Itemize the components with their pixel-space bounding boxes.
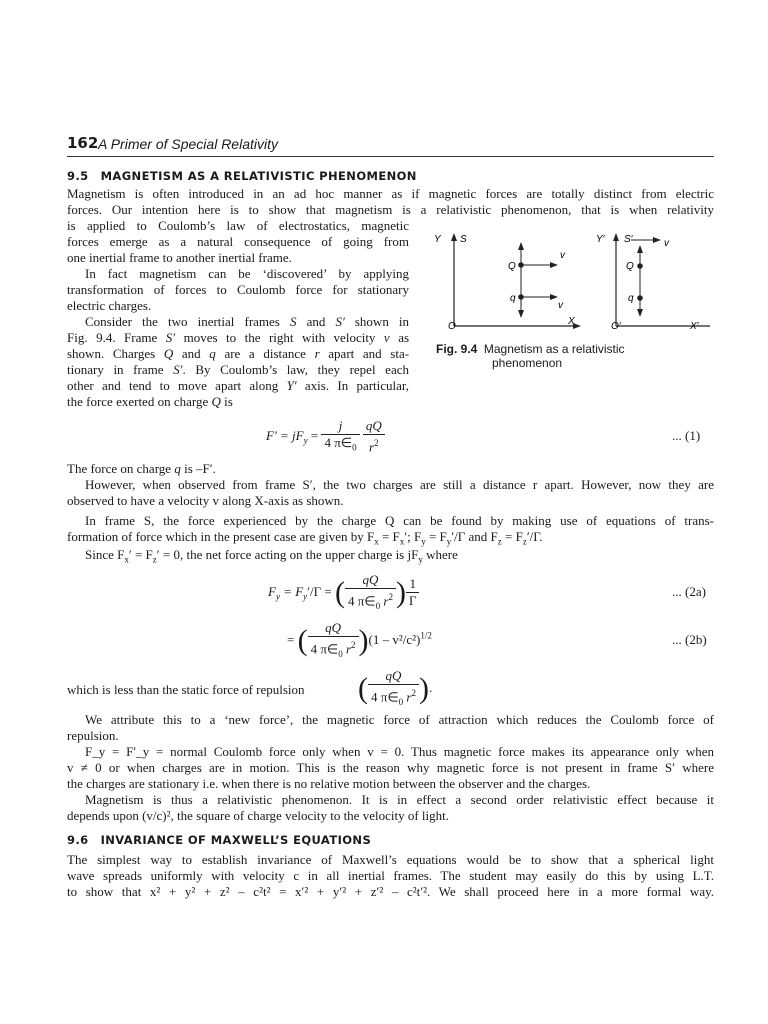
paragraph-line: electric charges. — [67, 298, 152, 313]
paragraph-line: The simplest way to establish invariance of Maxwell’s equations would be to show that a spherical light — [67, 852, 714, 867]
paragraph-line: observed to have a velocity v along X-axis as shown. — [67, 493, 344, 508]
right-Q-label: Q — [626, 261, 634, 272]
left-y-label: Y — [434, 234, 441, 245]
left-v-label: v — [560, 250, 565, 261]
equation-2a: $F_y = F_y'/\Gamma$ = ( $\frac{qQ}{4 \pi\in_0 r^2}$ ) $\frac{1}{\Gamma}$ — [268, 572, 419, 614]
paragraph-line: which is less than the static force of repulsion — [67, 682, 305, 697]
static-repulsion-fraction: ( $\frac{qQ}{4 \pi\in_0 r^2}$ ). — [358, 668, 433, 707]
right-q-label: q — [628, 293, 634, 304]
left-x-label: X — [568, 316, 575, 327]
paragraph-line: forces emerge as a natural consequence of going from — [67, 234, 409, 249]
running-title: A Primer of Special Relativity — [98, 136, 278, 152]
paragraph-line: tionary in frame S′. By Coulomb’s law, they repel each — [67, 362, 409, 377]
paragraph-line: Since $F_x' = F_z' = 0$, the net force acting on the upper charge is $jF_y$ where — [85, 547, 458, 565]
arrowhead-icon — [637, 245, 643, 253]
section-heading-9-6 — [67, 833, 371, 847]
paragraph-line: In fact magnetism can be ‘discovered’ by applying — [85, 266, 409, 281]
paragraph-line: wave spreads uniformly with velocity c in all inertial frames. The student may easily do this by using L.T. — [67, 868, 714, 883]
arrowhead-icon — [451, 233, 457, 241]
paragraph-line: v ≠ 0 or when charges are in motion. This is the reason why magnetic force is not present in frame S′ where — [67, 760, 714, 775]
paragraph-line: the force exerted on charge Q is — [67, 394, 233, 409]
equation-tag: ... (2a) — [672, 584, 706, 599]
right-origin-label: O′ — [611, 321, 621, 332]
page-number: 162 — [67, 134, 99, 152]
arrowhead-icon — [518, 242, 524, 250]
paragraph-line: However, when observed from frame S′, the two charges are still a distance r apart. However, now they are — [85, 477, 714, 492]
right-frame-label: S′ — [624, 234, 633, 245]
section-number: 9.5 — [67, 169, 89, 183]
figure-caption-line: Magnetism as a relativistic — [483, 342, 625, 356]
paragraph-line: is applied to Coulomb’s law of electrostatics, magnetic — [67, 218, 409, 233]
paragraph-line: transformation of forces to Coulomb force for stationary — [67, 282, 409, 297]
equation-tag: ... (1) — [672, 428, 701, 443]
equation-2b: = ( $\frac{qQ}{4 \pi\in_0 r^2}$ )(1 – v²/c²)$^{1/2}$ — [287, 620, 432, 659]
arrowhead-icon — [637, 309, 643, 317]
left-v-label: v — [558, 300, 563, 311]
equation-tag: ... (2b) — [672, 632, 707, 647]
paragraph-line: Fig. 9.4. Frame S′ moves to the right with velocity v as — [67, 330, 410, 345]
arrowhead-icon — [550, 262, 558, 268]
arrowhead-icon — [550, 294, 558, 300]
section-title: MAGNETISM AS A RELATIVISTIC PHENOMENON — [100, 169, 417, 183]
arrowhead-icon — [653, 237, 661, 243]
paragraph-line: In frame S, the force experienced by the charge Q can be found by making use of equations of trans- — [85, 513, 714, 528]
left-Q-label: Q — [508, 261, 516, 272]
figure-9-4 — [428, 228, 718, 336]
charge-q-dot — [637, 295, 643, 301]
paragraph-line: formation of force which in the present case are given by $F_x = F_x'$; $F_y = F_y'/\Gamma$ and $F_z = F_z'/\Gamma$. — [67, 529, 543, 547]
section-title: INVARIANCE OF MAXWELL’S EQUATIONS — [100, 833, 372, 847]
paragraph-line: to show that x² + y² + z² – c²t² = x′² + y′² + z′² – c²t′². We shall proceed here in a more formal way. — [67, 884, 714, 899]
left-frame-label: S — [460, 234, 467, 245]
paragraph-line: forces. Our intention here is to show that magnetism is a relativistic phenomenon, that is when relativity — [67, 202, 714, 217]
paragraph-line: shown. Charges Q and q are a distance r apart and sta- — [67, 346, 410, 361]
section-heading-9-5 — [67, 169, 417, 183]
section-number: 9.6 — [67, 833, 89, 847]
left-q-label: q — [510, 293, 516, 304]
figure-caption-line: phenomenon — [492, 356, 563, 370]
header-rule — [67, 156, 714, 157]
paragraph-line: The force on charge q is –F′. — [67, 461, 216, 476]
paragraph-line: the charges are stationary i.e. when there is no relative motion between the observer and the charges. — [67, 776, 591, 791]
right-y-label: Y′ — [596, 234, 605, 245]
arrowhead-icon — [518, 310, 524, 318]
charge-Q-dot — [637, 263, 643, 269]
equation-1: $F' = jF_y$ = $\frac{j}{4 \pi\in_0}$ $\frac{qQ}{r^2}$ — [266, 418, 385, 456]
paragraph-line: We attribute this to a ‘new force’, the magnetic force of attraction which reduces the Coulomb force of — [85, 712, 714, 727]
paragraph-line: Consider the two inertial frames S and S′ shown in — [85, 314, 410, 329]
paragraph-line: F_y = F′_y = normal Coulomb force only when v = 0. Thus magnetic force makes its appearance only when — [85, 744, 714, 759]
arrowhead-icon — [613, 233, 619, 241]
paragraph-line: one inertial frame to another inertial frame. — [67, 250, 292, 265]
left-origin-label: O — [448, 321, 456, 332]
right-x-label: X′ — [690, 321, 699, 332]
figure-label: Fig. 9.4 — [436, 342, 478, 356]
paragraph-line: Magnetism is often introduced in an ad hoc manner as if magnetic forces are totally distinct from electric — [67, 186, 714, 201]
paragraph-line: Magnetism is thus a relativistic phenomenon. It is in effect a second order relativistic effect because it — [85, 792, 714, 807]
paragraph-line: other and tend to move apart along Y′ axis. In particular, — [67, 378, 409, 393]
paragraph-line: repulsion. — [67, 728, 119, 743]
paragraph-line: depends upon (v/c)², the square of charge velocity to the velocity of light. — [67, 808, 449, 823]
right-v-label: v — [664, 238, 669, 249]
figure-caption — [436, 341, 625, 357]
